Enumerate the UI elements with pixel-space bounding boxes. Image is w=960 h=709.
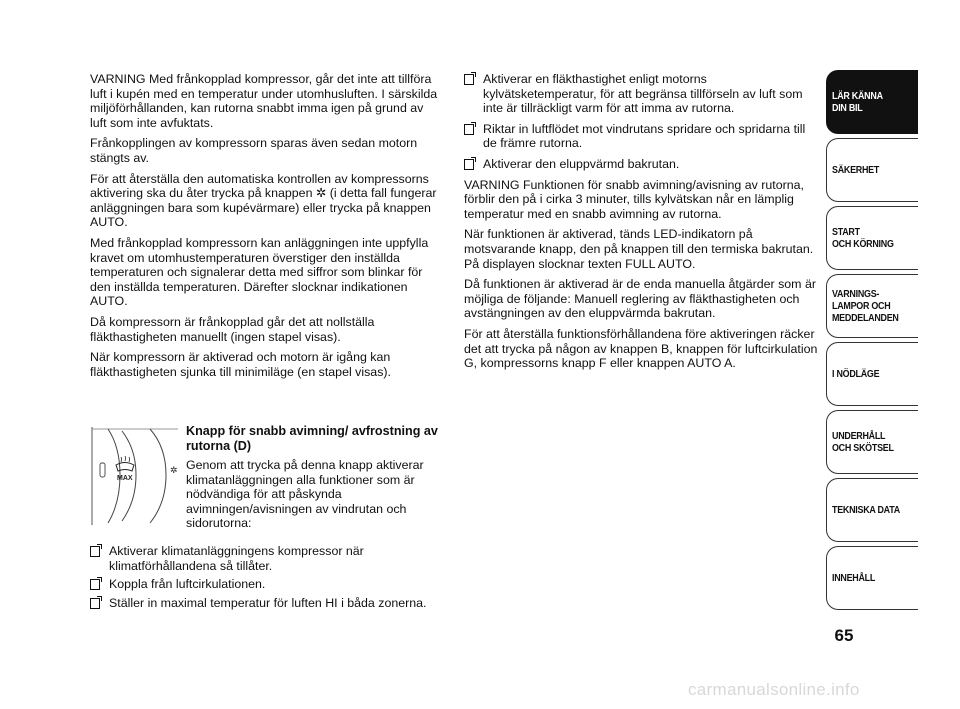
defrost-button-figure <box>90 425 178 525</box>
tab-varningslampor[interactable]: VARNINGS- LAMPOR OCH MEDDELANDEN <box>826 274 918 338</box>
paragraph: När funktionen är aktiverad, tänds LED-indikatorn på motsvarande knapp, den på knappen till den termiska bakrutan. På displayen slocknar texten FULL AUTO. <box>464 227 814 271</box>
warning-paragraph: VARNING Med frånkopplad kompressor, går det inte att tillföra luft i kupén med en temperatur under utomhusluften. I särskilda miljöförhållanden, kan rutorna snabbt imma igen på grund av luft som inte avfuktats. <box>90 72 438 130</box>
checkbox-bullet-icon <box>464 159 474 170</box>
list-item: Aktiverar en fläkthastighet enligt motorns kylvätsketemperatur, för att begränsa tillförseln av luft som inte är tillräckligt varm för att imma av rutorna. <box>464 72 820 116</box>
watermark: carmanualsonline.info <box>688 680 860 699</box>
tab-tekniska-data[interactable]: TEKNISKA DATA <box>826 478 918 542</box>
checkbox-bullet-icon <box>90 598 100 609</box>
paragraph: Med frånkopplad kompressorn kan anläggningen inte uppfylla kravet om utomhustemperaturen överstiger den inställda temperaturen och signalerar detta med siffror som blinkar för den inställda temperaturen. Därefter slocknar indikationen AUTO. <box>90 235 429 309</box>
checkbox-bullet-icon <box>90 546 100 557</box>
subsection-heading: Knapp för snabb avimning/ avfrostning av rutorna (D) <box>186 424 438 453</box>
tab-lar-kanna-din-bil[interactable]: LÄR KÄNNA DIN BIL <box>826 70 918 134</box>
paragraph: För att återställa funktionsförhållandena före aktiveringen räcker det att trycka på någon av knappen B, knappen för luftcirkulation G, kompressorns knapp F eller knappen AUTO A. <box>464 326 818 371</box>
warning-paragraph: VARNING Funktionen för snabb avimning/avisning av rutorna, förblir den på i cirka 3 minuter, tills kylvätskan når en lämplig temperatur med en snabb avimning av rutorna. <box>464 177 804 221</box>
defrost-subsection <box>186 424 448 531</box>
right-column <box>464 72 820 377</box>
list-item: Ställer in maximal temperatur för luften HI i båda zonerna. <box>90 596 450 611</box>
max-label: MAX <box>117 475 133 482</box>
tab-start-och-korning[interactable]: START OCH KÖRNING <box>826 206 918 270</box>
paragraph: Frånkopplingen av kompressorn sparas även sedan motorn stängts av. <box>90 136 418 165</box>
subsection-intro: Genom att trycka på denna knapp aktiverar klimatanläggningen alla funktioner som är nödvändiga för att påskynda avimningen/avisningen av vindrutan och sidorutorna: <box>186 458 424 531</box>
list-item: Riktar in luftflödet mot vindrutans spridare och spridarna till de främre rutorna. <box>464 122 820 151</box>
tab-sakerhet[interactable]: SÄKERHET <box>826 138 918 202</box>
checkbox-bullet-icon <box>464 74 474 85</box>
paragraph: Då funktionen är aktiverad är de enda manuella åtgärder som är möjliga de följande: Manuell reglering av fläkthastigheten och avstängningen av den eluppvärmda bakrutan. <box>464 277 816 321</box>
checkbox-bullet-icon <box>90 579 100 590</box>
paragraph: För att återställa den automatiska kontrollen av kompressorns aktivering ska du åter trycka på knappen ✲ (i detta fall fungerar anläggningen bara som kupévärmare) eller trycka på knappen AUTO. <box>90 171 437 230</box>
list-item: Koppla från luftcirkulationen. <box>90 577 450 592</box>
list-item: Aktiverar den eluppvärmd bakrutan. <box>464 157 820 172</box>
checkbox-bullet-icon <box>464 124 474 135</box>
svg-text:✲: ✲ <box>170 465 178 475</box>
chapter-tabs <box>826 70 918 614</box>
tab-underhall-och-skotsel[interactable]: UNDERHÅLL OCH SKÖTSEL <box>826 410 918 474</box>
defrost-button-illustration <box>90 425 178 525</box>
paragraph: När kompressorn är aktiverad och motorn är igång kan fläkthastigheten sjunka till minimiläge (en stapel visas). <box>90 350 391 379</box>
left-column <box>90 72 442 385</box>
defrost-bullet-list <box>90 544 450 614</box>
paragraph: Då kompressorn är frånkopplad går det att nollställa fläkthastigheten manuellt (ingen stapel visas). <box>90 314 375 344</box>
tab-innehall[interactable]: INNEHÅLL <box>826 546 918 610</box>
tab-i-nodlage[interactable]: I NÖDLÄGE <box>826 342 918 406</box>
page-number: 65 <box>834 626 854 645</box>
list-item: Aktiverar klimatanläggningens kompressor när klimatförhållandena så tillåter. <box>90 544 450 573</box>
